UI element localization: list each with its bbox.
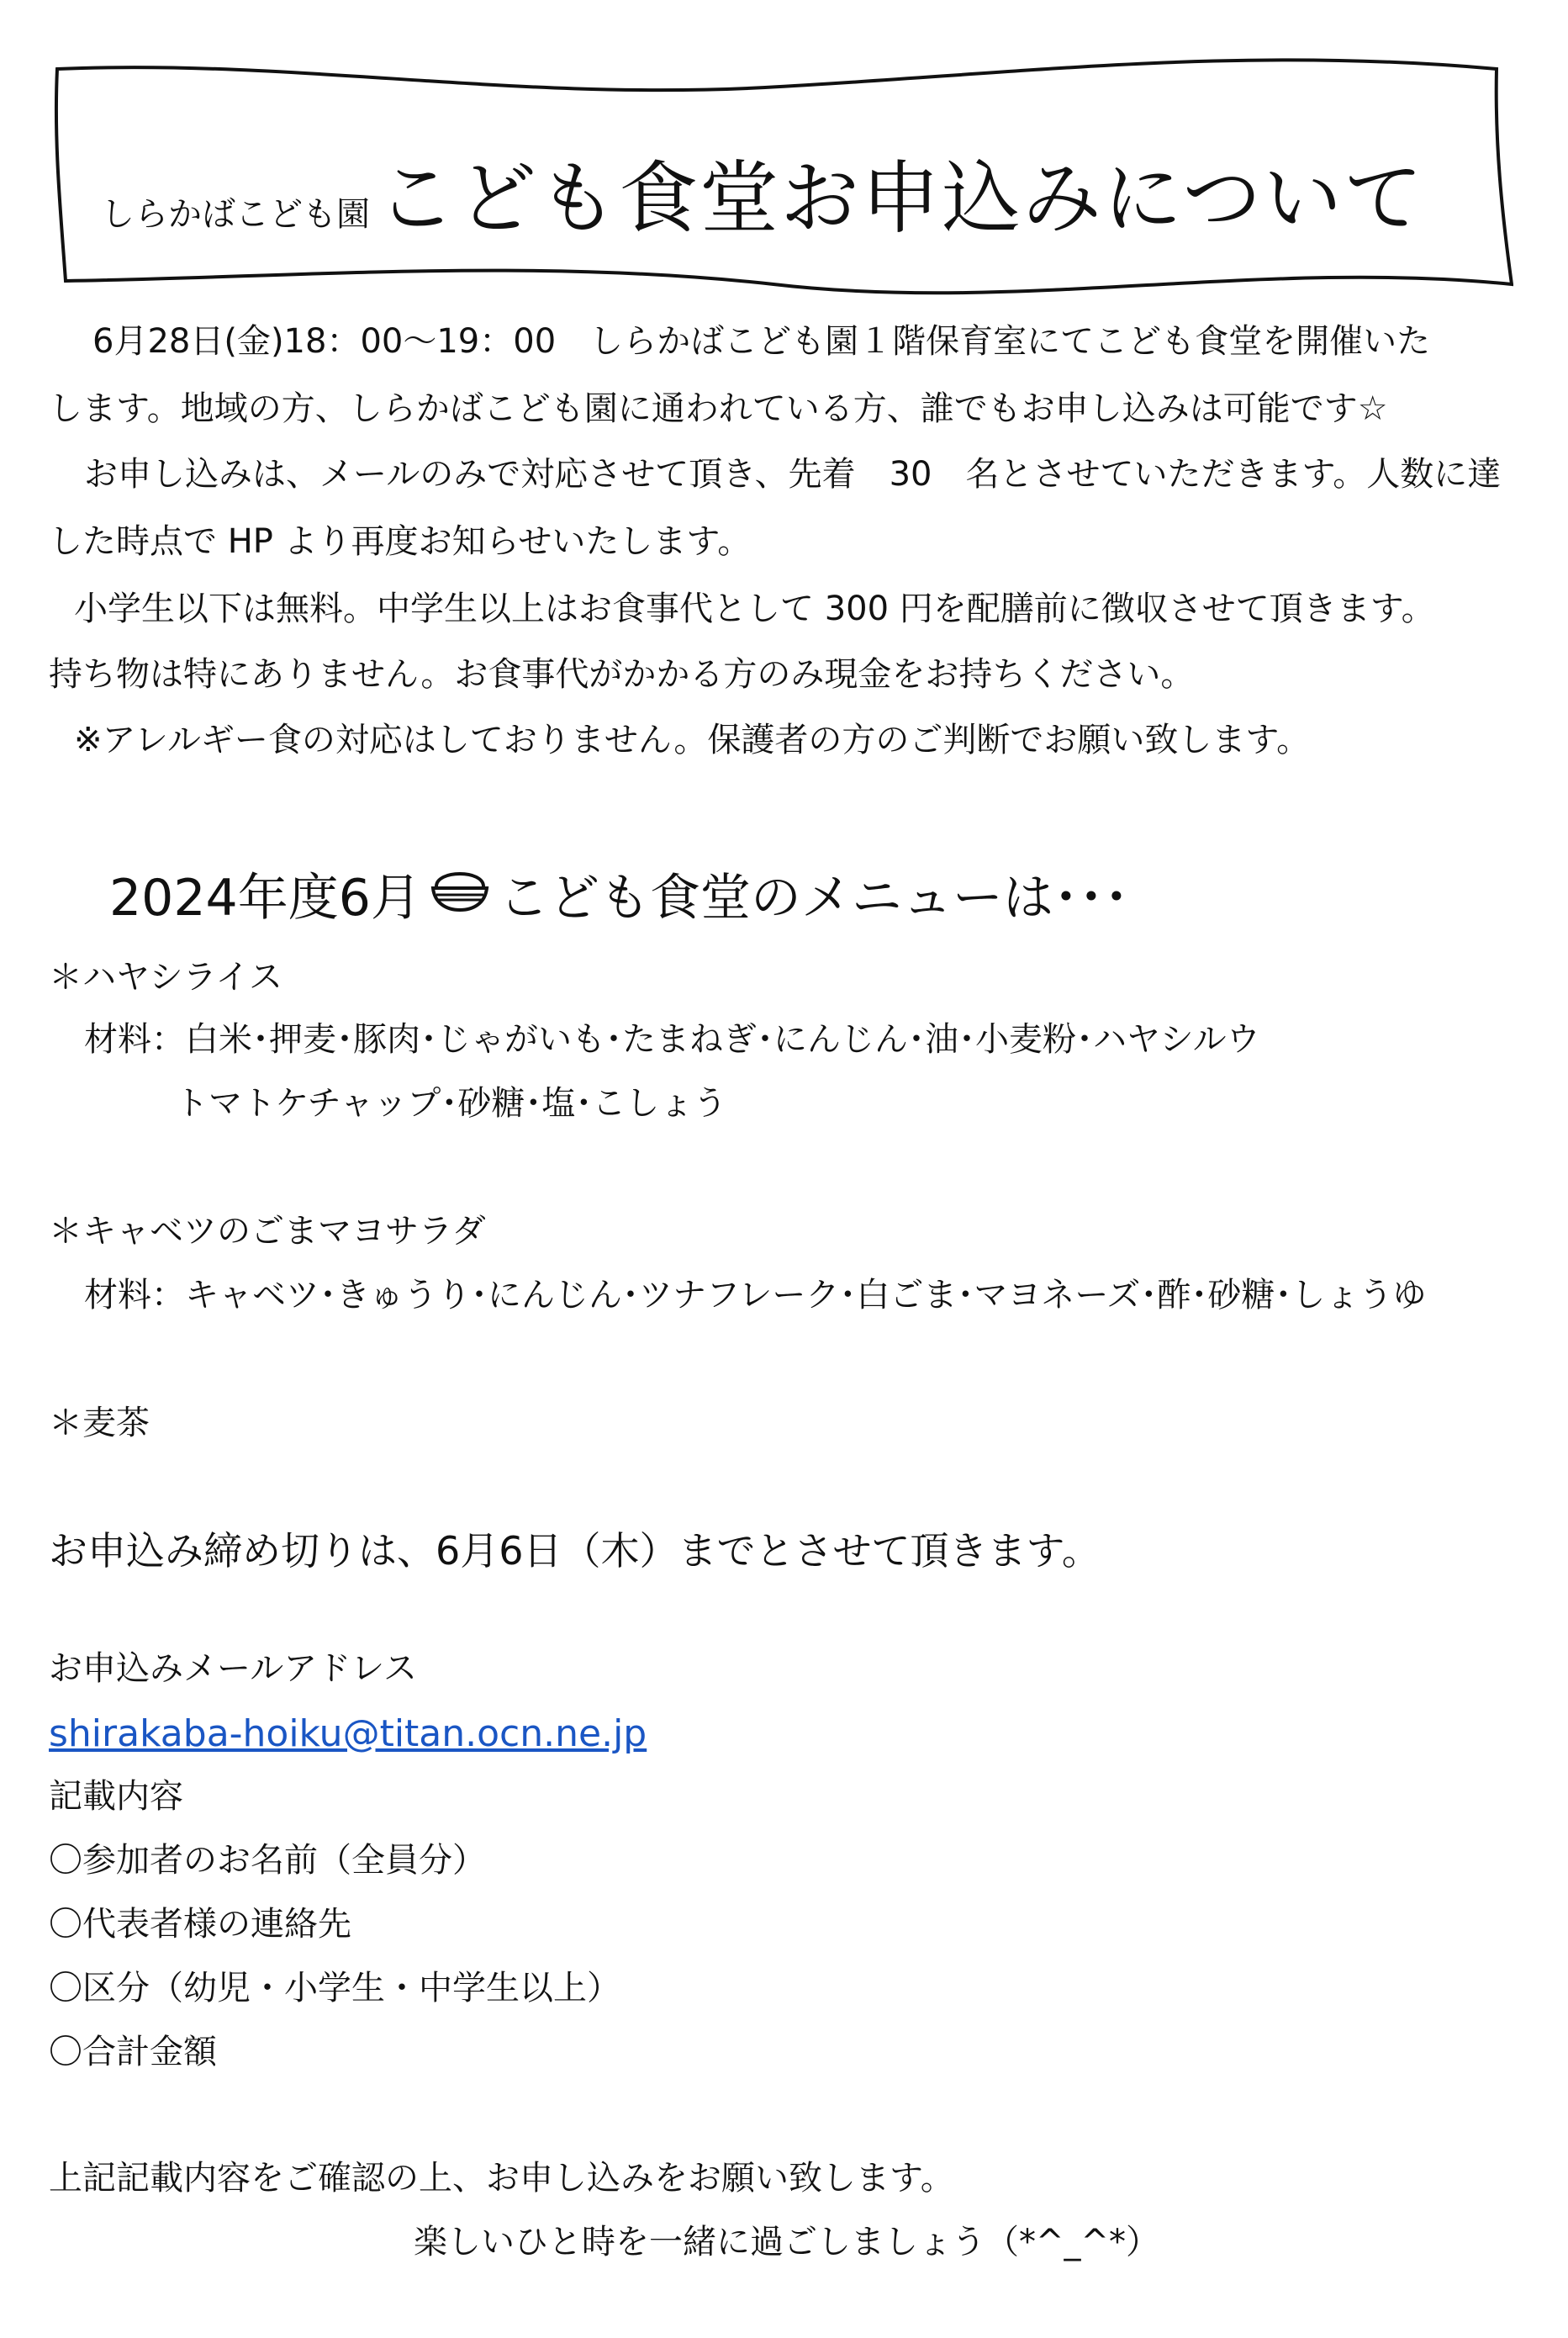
intro-line-7: ※アレルギー食の対応はしておりません。保護者の方のご判断でお願い致します。 <box>74 721 1311 759</box>
details-item: 〇区分（幼児・小学生・中学生以上） <box>49 1969 620 2007</box>
menu-heading <box>109 858 1129 930</box>
closing-line-1: 上記記載内容をご確認の上、お申し込みをお願い致します。 <box>49 2159 954 2198</box>
rice-bowl-icon <box>430 861 490 928</box>
menu-heading-year: 2024年度6月 <box>109 869 421 928</box>
menu-item-barley-tea: ＊麦茶 <box>49 1404 150 1442</box>
intro-line-3: お申し込みは、メールのみで対応させて頂き、先着 30 名とさせていただきます。人数に達 <box>84 455 1502 494</box>
menu-item-hayashi-ingredients: 材料：白米･押麦･豚肉･じゃがいも･たまねぎ･にんじん･油･小麦粉･ハヤシルウ <box>84 1020 1260 1059</box>
organization-name: しらかばこども園 <box>101 195 370 234</box>
menu-item-hayashi-rice: ＊ハヤシライス <box>49 958 282 997</box>
menu-heading-text: こども食堂のメニューは･･･ <box>498 869 1129 928</box>
menu-item-salad: ＊キャベツのごまマヨサラダ <box>49 1212 486 1251</box>
intro-line-5: 小学生以下は無料。中学生以上はお食事代として 300 円を配膳前に徴収させて頂きます。 <box>74 590 1435 628</box>
menu-item-hayashi-ingredients-cont: トマトケチャップ･砂糖･塩･こしょう <box>175 1084 727 1123</box>
intro-line-1: 6月28日(金)18：00～19：00 しらかばこども園１階保育室にてこども食堂を開催いた <box>92 322 1431 361</box>
details-item: 〇合計金額 <box>49 2033 217 2071</box>
page-title: こども食堂お申込みについて <box>377 153 1425 245</box>
details-item: 〇代表者様の連絡先 <box>49 1905 351 1944</box>
intro-line-2: します。地域の方、しらかばこども園に通われている方、誰でもお申し込みは可能です☆ <box>49 389 1388 428</box>
closing-line-2: 楽しいひと時を一緒に過ごしましょう（*^_^*） <box>414 2223 1160 2261</box>
email-label: お申込みメールアドレス <box>49 1649 417 1688</box>
email-link[interactable]: shirakaba-hoiku@titan.ocn.ne.jp <box>49 1712 647 1755</box>
deadline-notice: お申込み締め切りは、6月6日（木）までとさせて頂きます。 <box>49 1528 1101 1574</box>
menu-item-salad-ingredients: 材料：キャベツ･きゅうり･にんじん･ツナフレーク･白ごま･マヨネーズ･酢･砂糖･しょうゆ <box>84 1276 1427 1314</box>
title-banner <box>42 50 1513 303</box>
intro-line-4: した時点で HP より再度お知らせいたします。 <box>49 522 752 561</box>
details-label: 記載内容 <box>49 1777 183 1816</box>
details-item: 〇参加者のお名前（全員分） <box>49 1841 486 1880</box>
intro-line-6: 持ち物は特にありません。お食事代がかかる方のみ現金をお持ちください。 <box>49 655 1195 694</box>
